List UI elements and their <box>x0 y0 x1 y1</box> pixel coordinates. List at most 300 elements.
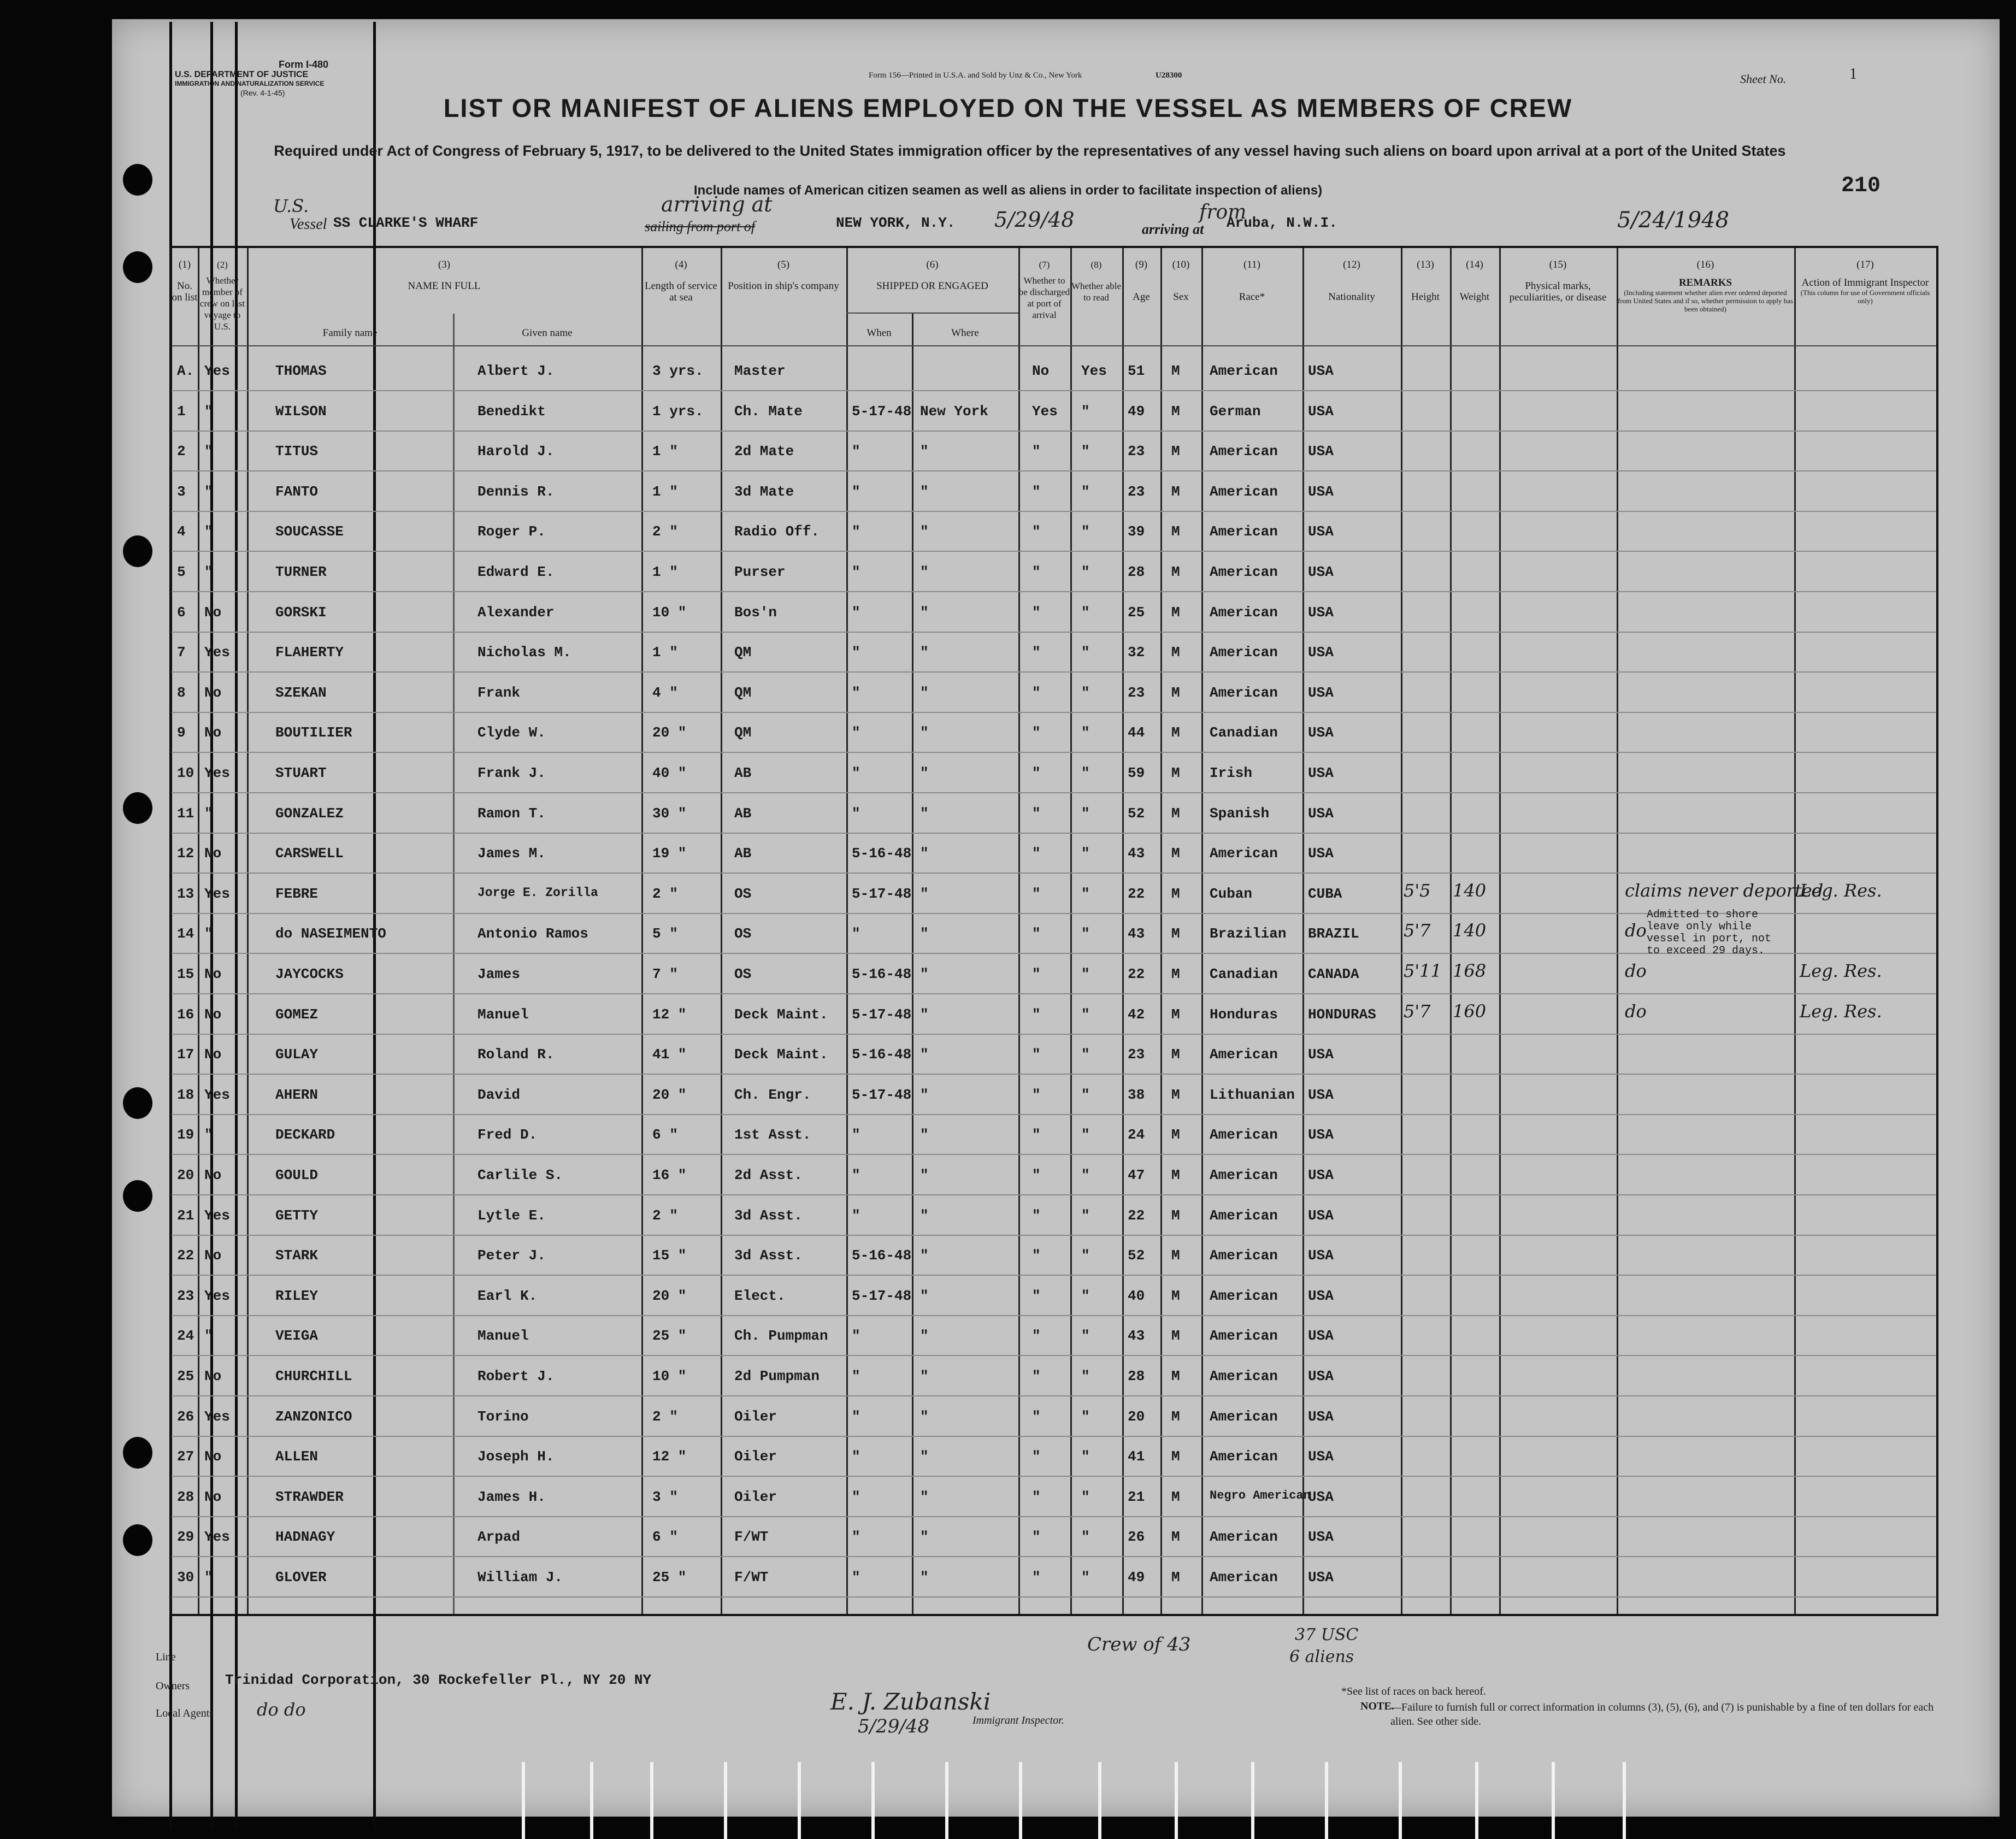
service-cell: 12 " <box>652 1006 687 1023</box>
crew-cell: Yes <box>204 1408 230 1425</box>
read-cell: " <box>1081 765 1090 781</box>
shipped-where-cell: " <box>920 926 929 942</box>
given-name-cell: Ramon T. <box>478 805 546 822</box>
family-name-cell: do NASEIMENTO <box>275 926 386 942</box>
row-rule <box>172 671 1936 673</box>
crew-cell: " <box>204 403 213 420</box>
position-cell: Elect. <box>734 1287 786 1304</box>
crew-cell: Yes <box>204 363 230 379</box>
shipped-where-cell: " <box>920 1167 929 1183</box>
service-cell: 20 " <box>652 724 687 741</box>
shipped-where-cell: " <box>920 1448 929 1465</box>
service-cell: 1 " <box>652 644 678 661</box>
crew-cell: Yes <box>204 1529 230 1546</box>
family-name-cell: THOMAS <box>275 363 327 379</box>
shipped-when-cell: 5-17-48 <box>852 403 912 420</box>
shipped-where-cell: " <box>920 1328 929 1345</box>
position-cell: 2d Asst. <box>734 1167 803 1183</box>
table-row <box>172 674 1936 713</box>
service-cell: 3 yrs. <box>652 363 704 379</box>
table-row <box>172 1437 1936 1477</box>
required-text: Required under Act of Congress of February 5, 1917, to be delivered to the United States immigration officer by the representatives of any vessel having such aliens on board upon arrival at a port of the United States <box>274 143 1786 159</box>
owners-label: Owners <box>156 1680 190 1692</box>
no-cell: 3 <box>177 483 186 500</box>
sex-cell: M <box>1171 724 1180 741</box>
shipped-when-cell: " <box>852 684 860 701</box>
shipped-when-cell: 5-16-48 <box>852 845 912 862</box>
nationality-cell: USA <box>1308 1408 1334 1425</box>
punch-hole <box>123 1437 152 1469</box>
family-name-cell: GOMEZ <box>275 1006 319 1023</box>
printer-line: Form 156—Printed in U.S.A. and Sold by Unz & Co., New York <box>869 71 1082 80</box>
position-cell: AB <box>734 765 752 781</box>
age-cell: 52 <box>1128 1247 1145 1264</box>
row-rule <box>172 1436 1936 1437</box>
shipped-where-cell: " <box>920 1207 929 1224</box>
no-cell: A. <box>177 363 194 379</box>
shipped-when-cell: " <box>852 523 860 540</box>
family-name-subheader: Family name <box>322 327 378 339</box>
no-cell: 5 <box>177 564 186 580</box>
action-cell: Leg. Res. <box>1800 1000 1882 1022</box>
col-position-header: (5) Position in ship's company <box>728 259 839 292</box>
age-cell: 52 <box>1128 805 1145 822</box>
service-cell: 7 " <box>652 966 678 982</box>
sex-cell: M <box>1171 483 1180 500</box>
sex-cell: M <box>1171 805 1180 822</box>
position-cell: OS <box>734 966 752 982</box>
no-cell: 6 <box>177 604 186 621</box>
service-cell: 40 " <box>652 765 687 781</box>
read-cell: " <box>1081 1529 1090 1546</box>
crew-cell: " <box>204 483 213 500</box>
sex-cell: M <box>1171 1328 1180 1345</box>
service-cell: 16 " <box>652 1167 687 1183</box>
race-cell: American <box>1210 564 1278 580</box>
no-cell: 2 <box>177 443 186 460</box>
vessel-prefix: U.S. <box>273 196 309 216</box>
crew-cell: " <box>204 564 213 580</box>
vessel-date2: 5/24/1948 <box>1617 208 1730 233</box>
punch-hole <box>123 792 152 824</box>
arriving-port: Aruba, N.W.I. <box>1227 215 1337 231</box>
age-cell: 24 <box>1128 1127 1145 1144</box>
shipped-where-cell: " <box>920 644 929 661</box>
film-tick <box>945 1762 948 1839</box>
given-name-cell: James <box>478 966 521 982</box>
height-cell: 5'11 <box>1404 960 1442 981</box>
no-cell: 25 <box>177 1368 194 1384</box>
nationality-cell: USA <box>1308 1207 1334 1224</box>
read-cell: " <box>1081 926 1090 942</box>
sex-cell: M <box>1171 1529 1180 1546</box>
no-cell: 14 <box>177 926 194 942</box>
sex-cell: M <box>1171 1207 1180 1224</box>
read-cell: " <box>1081 1086 1090 1103</box>
nationality-cell: USA <box>1308 483 1334 500</box>
no-cell: 11 <box>177 805 194 822</box>
crew-cell: Yes <box>204 1086 230 1103</box>
sex-cell: M <box>1171 1488 1180 1505</box>
height-cell: 5'5 <box>1404 880 1431 901</box>
crew-cell: Yes <box>204 1287 230 1304</box>
position-cell: Purser <box>734 564 786 580</box>
age-cell: 42 <box>1128 1006 1145 1023</box>
discharge-cell: " <box>1032 1046 1041 1063</box>
service-cell: 2 " <box>652 523 678 540</box>
given-name-cell: Dennis R. <box>478 483 555 500</box>
print-code: U28300 <box>1156 71 1182 80</box>
race-cell: American <box>1210 1328 1278 1345</box>
action-cell: Leg. Res. <box>1800 880 1882 901</box>
position-cell: Bos'n <box>734 604 777 621</box>
crew-cell: Yes <box>204 885 230 902</box>
given-name-cell: Frank J. <box>478 765 546 781</box>
shipped-where-cell: New York <box>920 403 988 420</box>
race-cell: American <box>1210 483 1278 500</box>
position-cell: F/WT <box>734 1569 769 1585</box>
arriving-label: arriving at <box>1142 221 1204 237</box>
age-cell: 22 <box>1128 966 1145 982</box>
service-cell: 20 " <box>652 1287 687 1304</box>
shipped-when-cell: " <box>852 1569 860 1585</box>
shipped-when-cell: 5-17-48 <box>852 885 912 902</box>
read-cell: " <box>1081 684 1090 701</box>
sex-cell: M <box>1171 523 1180 540</box>
col-shipped-header: (6) SHIPPED OR ENGAGED <box>876 259 988 292</box>
discharge-cell: " <box>1032 443 1041 460</box>
table-row <box>172 754 1936 793</box>
row-rule <box>172 752 1936 753</box>
discharge-cell: " <box>1032 1529 1041 1546</box>
sex-cell: M <box>1171 966 1180 982</box>
stamp-number: 210 <box>1841 174 1881 198</box>
family-name-cell: AHERN <box>275 1086 319 1103</box>
race-cell: Irish <box>1210 765 1253 781</box>
film-tick <box>871 1762 875 1839</box>
nationality-cell: USA <box>1308 684 1334 701</box>
crew-cell: " <box>204 443 213 460</box>
nationality-cell: USA <box>1308 1368 1334 1384</box>
crew-note-aliens: 6 aliens <box>1289 1647 1354 1666</box>
race-cell: American <box>1210 1408 1278 1425</box>
sex-cell: M <box>1171 1448 1180 1465</box>
given-name-cell: Robert J. <box>478 1368 555 1384</box>
family-name-cell: ZANZONICO <box>275 1408 352 1425</box>
service-cell: 25 " <box>652 1569 687 1585</box>
row-rule <box>172 712 1936 713</box>
film-tick <box>1175 1762 1178 1839</box>
read-cell: " <box>1081 1247 1090 1264</box>
shipped-where-cell: " <box>920 483 929 500</box>
inspector-signature: E. J. Zubanski <box>830 1688 991 1715</box>
shipped-where-cell: " <box>920 1368 929 1384</box>
position-cell: 3d Asst. <box>734 1247 803 1264</box>
shipped-when-cell: " <box>852 1368 860 1384</box>
crew-note: Crew of 43 <box>1087 1634 1191 1655</box>
no-cell: 4 <box>177 523 186 540</box>
discharge-cell: " <box>1032 1488 1041 1505</box>
discharge-cell: " <box>1032 845 1041 862</box>
table-row <box>172 1518 1936 1557</box>
read-cell: " <box>1081 443 1090 460</box>
shipped-when-cell: " <box>852 1448 860 1465</box>
table-row <box>172 432 1936 471</box>
discharge-cell: " <box>1032 483 1041 500</box>
given-name-subheader: Given name <box>522 327 573 339</box>
no-cell: 1 <box>177 403 186 420</box>
position-cell: Master <box>734 363 786 379</box>
shipped-where-cell: " <box>920 564 929 580</box>
weight-cell: 168 <box>1453 960 1487 981</box>
discharge-cell: " <box>1032 1086 1041 1103</box>
shipped-where-cell: " <box>920 1408 929 1425</box>
service-cell: 3 " <box>652 1488 678 1505</box>
table-row <box>172 1357 1936 1396</box>
position-cell: 3d Mate <box>734 483 794 500</box>
sex-cell: M <box>1171 684 1180 701</box>
age-cell: 40 <box>1128 1287 1145 1304</box>
position-cell: Oiler <box>734 1408 777 1425</box>
shipped-when-cell: " <box>852 564 860 580</box>
film-tick <box>798 1762 801 1839</box>
family-name-cell: CHURCHILL <box>275 1368 352 1384</box>
no-cell: 12 <box>177 845 194 862</box>
given-name-cell: Torino <box>478 1408 529 1425</box>
col-read-header: (8) Whether able to read <box>1071 260 1122 303</box>
sex-cell: M <box>1171 1368 1180 1384</box>
crew-cell: " <box>204 523 213 540</box>
position-cell: Oiler <box>734 1448 777 1465</box>
sex-cell: M <box>1171 403 1180 420</box>
height-cell: 5'7 <box>1404 920 1431 941</box>
table-row <box>172 633 1936 673</box>
service-cell: 15 " <box>652 1247 687 1264</box>
service-cell: 25 " <box>652 1328 687 1345</box>
row-rule <box>172 1315 1936 1316</box>
shipped-where-cell: " <box>920 845 929 862</box>
row-rule <box>172 792 1936 793</box>
shipped-when-cell: " <box>852 724 860 741</box>
discharge-cell: " <box>1032 1287 1041 1304</box>
family-name-cell: FANTO <box>275 483 319 500</box>
discharge-cell: " <box>1032 885 1041 902</box>
owners-value: Trinidad Corporation, 30 Rockefeller Pl., NY 20 NY <box>225 1672 652 1688</box>
position-cell: Deck Maint. <box>734 1006 828 1023</box>
shipped-when-cell: 5-17-48 <box>852 1006 912 1023</box>
crew-cell: No <box>204 1448 222 1465</box>
race-cell: American <box>1210 1569 1278 1585</box>
read-cell: " <box>1081 403 1090 420</box>
shipped-where-cell: " <box>920 724 929 741</box>
nationality-cell: USA <box>1308 443 1334 460</box>
crew-cell: " <box>204 926 213 942</box>
shipped-where-cell: " <box>920 1006 929 1023</box>
age-cell: 20 <box>1128 1408 1145 1425</box>
discharge-cell: " <box>1032 644 1041 661</box>
crew-cell: Yes <box>204 1207 230 1224</box>
discharge-cell: " <box>1032 1167 1041 1183</box>
table-row <box>172 1398 1936 1437</box>
race-cell: Lithuanian <box>1210 1086 1295 1103</box>
given-name-cell: Antonio Ramos <box>478 926 588 942</box>
age-cell: 28 <box>1128 564 1145 580</box>
sex-cell: M <box>1171 765 1180 781</box>
given-name-cell: Jorge E. Zorilla <box>478 885 598 900</box>
action-cell: Leg. Res. <box>1800 960 1882 981</box>
race-cell: American <box>1210 1448 1278 1465</box>
row-rule <box>172 873 1936 874</box>
discharge-cell: " <box>1032 1127 1041 1144</box>
remarks-cell: do <box>1625 920 1647 941</box>
no-cell: 7 <box>177 644 186 661</box>
given-name-cell: Albert J. <box>478 363 555 379</box>
crew-cell: " <box>204 1127 213 1144</box>
read-cell: " <box>1081 1167 1090 1183</box>
shipped-where-cell: " <box>920 1488 929 1505</box>
film-tick <box>1623 1762 1626 1839</box>
age-cell: 23 <box>1128 443 1145 460</box>
family-name-cell: GOULD <box>275 1167 319 1183</box>
film-tick <box>1251 1762 1254 1839</box>
shipped-when-cell: " <box>852 604 860 621</box>
read-cell: " <box>1081 1488 1090 1505</box>
given-name-cell: Carlile S. <box>478 1167 563 1183</box>
row-rule <box>172 591 1936 592</box>
read-cell: " <box>1081 564 1090 580</box>
nationality-cell: USA <box>1308 1287 1334 1304</box>
race-cell: Cuban <box>1210 885 1253 902</box>
agents-value: do do <box>257 1699 306 1720</box>
service-cell: 6 " <box>652 1127 678 1144</box>
service-cell: 1 " <box>652 443 678 460</box>
punch-hole <box>123 535 152 567</box>
discharge-cell: " <box>1032 1569 1041 1585</box>
row-rule <box>172 1556 1936 1557</box>
shipped-where-cell: " <box>920 966 929 982</box>
sex-cell: M <box>1171 1569 1180 1585</box>
shipped-where-cell: " <box>920 765 929 781</box>
sheet-label: Sheet No. <box>1740 72 1787 86</box>
nationality-cell: BRAZIL <box>1308 926 1359 942</box>
discharge-cell: No <box>1032 363 1050 379</box>
col-no-header: (1) No. on list <box>172 259 198 303</box>
where-subheader: Where <box>951 327 979 339</box>
read-cell: " <box>1081 966 1090 982</box>
position-cell: Ch. Pumpman <box>734 1328 828 1345</box>
read-cell: " <box>1081 1127 1090 1144</box>
nationality-cell: USA <box>1308 564 1334 580</box>
family-name-cell: JAYCOCKS <box>275 966 344 982</box>
race-cell: American <box>1210 1207 1278 1224</box>
race-cell: Spanish <box>1210 805 1270 822</box>
sex-cell: M <box>1171 1167 1180 1183</box>
film-tick <box>1475 1762 1478 1839</box>
read-cell: " <box>1081 1287 1090 1304</box>
shipped-where-cell: " <box>920 1247 929 1264</box>
col-race-header: (11) Race* <box>1239 259 1265 303</box>
given-name-cell: Benedikt <box>478 403 546 420</box>
family-name-cell: STUART <box>275 765 327 781</box>
service-cell: 30 " <box>652 805 687 822</box>
table-row <box>172 352 1936 391</box>
crew-cell: No <box>204 604 222 621</box>
col-discharge-header: (7) Whether to be discharged at port of arrival <box>1018 260 1070 320</box>
race-cell: German <box>1210 403 1261 420</box>
race-cell: American <box>1210 523 1278 540</box>
service-cell: 5 " <box>652 926 678 942</box>
weight-cell: 160 <box>1453 1000 1487 1022</box>
position-cell: Deck Maint. <box>734 1046 828 1063</box>
shipped-when-cell: " <box>852 644 860 661</box>
crew-cell: No <box>204 1006 222 1023</box>
sex-cell: M <box>1171 1086 1180 1103</box>
nationality-cell: USA <box>1308 845 1334 862</box>
remarks-cell: do <box>1625 960 1647 981</box>
position-cell: 2d Pumpman <box>734 1368 820 1384</box>
age-cell: 25 <box>1128 604 1145 621</box>
col-action-header: (17) Action of Immigrant Inspector (This column for use of Government officials only) <box>1800 259 1930 305</box>
crew-cell: Yes <box>204 644 230 661</box>
service-cell: 2 " <box>652 1408 678 1425</box>
col-nationality-header: (12) Nationality <box>1328 259 1375 303</box>
no-cell: 17 <box>177 1046 194 1063</box>
age-cell: 47 <box>1128 1167 1145 1183</box>
service-cell: 2 " <box>652 1207 678 1224</box>
nationality-cell: USA <box>1308 805 1334 822</box>
service-cell: 6 " <box>652 1529 678 1546</box>
given-name-cell: Manuel <box>478 1006 529 1023</box>
given-name-cell: Edward E. <box>478 564 555 580</box>
nationality-cell: USA <box>1308 604 1334 621</box>
table-row <box>172 1317 1936 1356</box>
family-name-cell: WILSON <box>275 403 327 420</box>
shipped-when-cell: 5-17-48 <box>852 1287 912 1304</box>
row-rule <box>172 1596 1936 1598</box>
family-name-cell: RILEY <box>275 1287 319 1304</box>
table-row <box>172 875 1936 914</box>
nationality-cell: USA <box>1308 1488 1334 1505</box>
given-name-cell: Clyde W. <box>478 724 546 741</box>
service-cell: 1 " <box>652 483 678 500</box>
discharge-cell: " <box>1032 805 1041 822</box>
position-cell: Ch. Engr. <box>734 1086 811 1103</box>
vessel-port: NEW YORK, N.Y. <box>836 215 956 231</box>
remarks-cell: do <box>1625 1000 1647 1022</box>
position-cell: Radio Off. <box>734 523 820 540</box>
family-name-cell: TITUS <box>275 443 319 460</box>
service-cell: 4 " <box>652 684 678 701</box>
table-row <box>172 1478 1936 1517</box>
row-rule <box>172 1516 1936 1517</box>
shipped-when-cell: " <box>852 1167 860 1183</box>
race-cell: Negro American <box>1210 1488 1311 1502</box>
age-cell: 44 <box>1128 724 1145 741</box>
film-tick <box>1325 1762 1328 1839</box>
sex-cell: M <box>1171 1287 1180 1304</box>
given-name-cell: Frank <box>478 684 521 701</box>
family-name-cell: STRAWDER <box>275 1488 344 1505</box>
position-cell: AB <box>734 805 752 822</box>
shipped-when-cell: " <box>852 1127 860 1144</box>
age-cell: 22 <box>1128 1207 1145 1224</box>
subheader-rule <box>846 313 1018 314</box>
film-tick <box>650 1762 653 1839</box>
service-cell: 1 yrs. <box>652 403 704 420</box>
no-cell: 21 <box>177 1207 194 1224</box>
shipped-when-cell: " <box>852 1328 860 1345</box>
shipped-where-cell: " <box>920 885 929 902</box>
